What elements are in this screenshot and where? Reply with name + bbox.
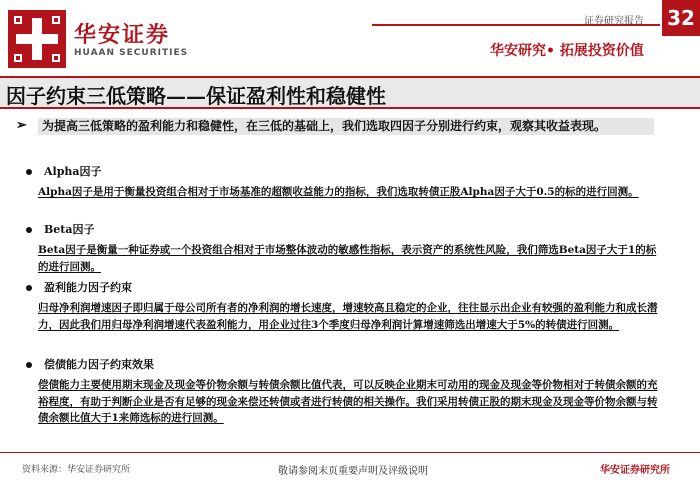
page-number: 32 bbox=[662, 0, 700, 36]
logo-english-name: HUAAN SECURITIES bbox=[74, 48, 189, 58]
source-note: 资料来源：华安证券研究所 bbox=[22, 465, 131, 475]
section-heading: 偿债能力因子约束效果 bbox=[44, 358, 154, 371]
bullet-dot-icon bbox=[26, 362, 32, 368]
section-alpha bbox=[38, 164, 658, 201]
section-heading: Alpha因子 bbox=[44, 165, 102, 178]
intro-text: 为提高三低策略的盈利能力和稳健性，在三低的基础上，我们选取四因子分别进行约束，观察其收益表现。 bbox=[38, 118, 654, 135]
section-body: Beta因子是衡量一种证券或一个投资组合相对于市场整体波动的敏感性指标，表示资产的系统性风险，我们筛选Beta因子大于1的标的进行回测。 bbox=[38, 244, 657, 273]
section-body: 归母净利润增速因子即归属于母公司所有者的净利润的增长速度，增速较高且稳定的企业，往往显示出企业有较强的盈利能力和成长潜力，因此我们用归母净利润增速代表盈利能力，用企业过往3个季度归母净利润计算增速筛选出增速大于5%的转债进行回测。 bbox=[38, 302, 658, 331]
bullet-dot-icon bbox=[26, 227, 32, 233]
report-type-label: 证券研究报告 bbox=[584, 16, 644, 27]
company-logo bbox=[8, 10, 66, 68]
footer-company: 华安证券研究所 bbox=[600, 465, 670, 476]
arrow-bullet-icon: ➢ bbox=[16, 118, 27, 133]
section-profitability bbox=[38, 280, 658, 333]
footer-rule bbox=[0, 452, 700, 453]
section-body: Alpha因子是用于衡量投资组合相对于市场基准的超额收益能力的指标，我们选取转债正股Alpha因子大于0.5的标的进行回测。 bbox=[38, 186, 639, 198]
bullet-dot-icon bbox=[26, 285, 32, 291]
section-beta bbox=[38, 222, 658, 275]
disclaimer-note: 敬请参阅末页重要声明及评级说明 bbox=[278, 466, 428, 477]
section-heading: Beta因子 bbox=[44, 223, 95, 236]
section-heading: 盈利能力因子约束 bbox=[44, 281, 132, 294]
page-title: 因子约束三低策略——保证盈利性和稳健性 bbox=[6, 84, 386, 108]
bullet-dot-icon bbox=[26, 169, 32, 175]
section-solvency bbox=[38, 357, 658, 427]
tagline: 华安研究• 拓展投资价值 bbox=[490, 43, 644, 59]
logo-chinese-name: 华安证券 bbox=[74, 22, 171, 48]
section-body: 偿债能力主要使用期末现金及现金等价物余额与转债余额比值代表，可以反映企业期末可动用的现金及现金等价物相对于转债余额的充裕程度，有助于判断企业是否有足够的现金来偿还转债或者进行转债的相关操作。我们采用转债正股的期末现金及现金等价物余额与转债余额比值大于1来筛选标的进行回测。 bbox=[38, 379, 658, 424]
title-band bbox=[0, 76, 700, 109]
